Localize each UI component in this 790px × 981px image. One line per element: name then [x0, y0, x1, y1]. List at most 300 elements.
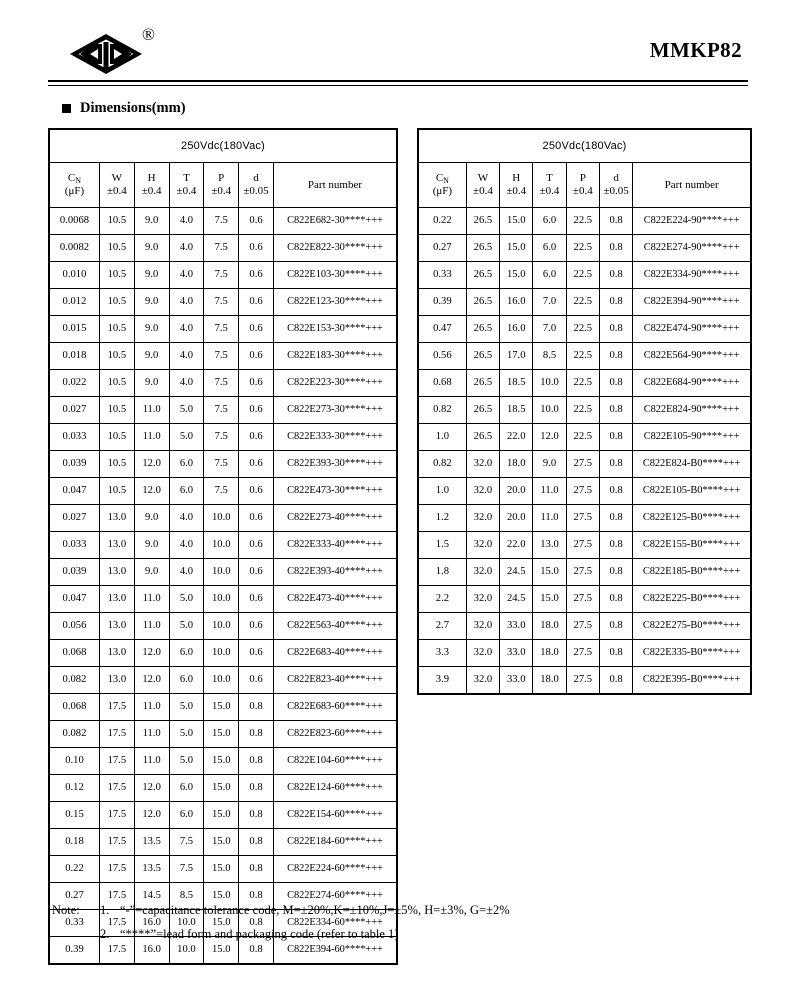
cell-w: 13.0	[99, 559, 134, 586]
table-row	[49, 640, 397, 667]
cell-part-number: C822E394-60****+++	[273, 937, 397, 965]
cell-w: 10.5	[99, 289, 134, 316]
cell-h: 14.5	[134, 883, 169, 910]
cell-part-number: C822E473-30****+++	[273, 478, 397, 505]
section-heading-label: Dimensions(mm)	[80, 100, 186, 116]
table-row	[418, 478, 751, 505]
cell-cn: 0.39	[418, 289, 466, 316]
cell-d: 0.6	[239, 262, 274, 289]
cell-h: 9.0	[134, 262, 169, 289]
cell-w: 26.5	[466, 397, 499, 424]
cell-d: 0.6	[239, 451, 274, 478]
cell-h: 9.0	[134, 343, 169, 370]
cell-d: 0.6	[239, 613, 274, 640]
cell-h: 9.0	[134, 505, 169, 532]
table-title: 250Vdc(180Vac)	[49, 129, 397, 163]
cell-t: 9.0	[533, 451, 566, 478]
cell-h: 12.0	[134, 478, 169, 505]
cell-t: 10.0	[169, 937, 204, 965]
cell-h: 16.0	[134, 937, 169, 965]
cell-part-number: C822E823-60****+++	[273, 721, 397, 748]
cell-d: 0.6	[239, 316, 274, 343]
cell-w: 10.5	[99, 478, 134, 505]
cell-part-number: C822E103-30****+++	[273, 262, 397, 289]
cell-part-number: C822E395-B0****+++	[633, 667, 751, 695]
table-row	[49, 451, 397, 478]
document-title: MMKP82	[649, 38, 742, 62]
cell-cn: 2.2	[418, 586, 466, 613]
cell-p: 7.5	[204, 208, 239, 235]
cell-w: 26.5	[466, 235, 499, 262]
cell-d: 0.6	[239, 370, 274, 397]
cell-part-number: C822E335-B0****+++	[633, 640, 751, 667]
column-header-part-number: Part number	[273, 163, 397, 208]
cell-h: 17.0	[500, 343, 533, 370]
cell-t: 8.5	[533, 343, 566, 370]
cell-cn: 1.2	[418, 505, 466, 532]
table-row	[49, 343, 397, 370]
cell-w: 10.5	[99, 424, 134, 451]
cell-d: 0.8	[239, 748, 274, 775]
cell-d: 0.8	[599, 370, 632, 397]
cell-w: 13.0	[99, 532, 134, 559]
cell-h: 12.0	[134, 775, 169, 802]
cell-w: 26.5	[466, 424, 499, 451]
dimensions-table-right	[417, 128, 752, 695]
cell-t: 5.0	[169, 586, 204, 613]
cell-p: 27.5	[566, 451, 599, 478]
cell-cn: 3.3	[418, 640, 466, 667]
cell-h: 9.0	[134, 370, 169, 397]
cell-part-number: C822E333-30****+++	[273, 424, 397, 451]
cell-p: 7.5	[204, 262, 239, 289]
cell-cn: 0.027	[49, 397, 99, 424]
cell-cn: 0.27	[418, 235, 466, 262]
cell-h: 15.0	[500, 262, 533, 289]
cell-p: 22.5	[566, 397, 599, 424]
cell-part-number: C822E683-40****+++	[273, 640, 397, 667]
cell-p: 27.5	[566, 640, 599, 667]
notes-label: Note:	[52, 903, 80, 917]
cell-cn: 0.033	[49, 532, 99, 559]
cell-d: 0.8	[239, 694, 274, 721]
cell-h: 20.0	[500, 478, 533, 505]
cell-d: 0.8	[599, 208, 632, 235]
table-row	[418, 559, 751, 586]
cell-part-number: C822E822-30****+++	[273, 235, 397, 262]
cell-w: 32.0	[466, 586, 499, 613]
cell-d: 0.6	[239, 478, 274, 505]
table-row	[418, 316, 751, 343]
cell-h: 11.0	[134, 424, 169, 451]
cell-cn: 0.068	[49, 640, 99, 667]
cell-t: 8.5	[169, 883, 204, 910]
cell-t: 5.0	[169, 721, 204, 748]
cell-h: 12.0	[134, 802, 169, 829]
cell-cn: 0.018	[49, 343, 99, 370]
cell-t: 18.0	[533, 667, 566, 695]
cell-cn: 0.047	[49, 586, 99, 613]
cell-w: 10.5	[99, 397, 134, 424]
cell-t: 12.0	[533, 424, 566, 451]
cell-h: 11.0	[134, 694, 169, 721]
cell-t: 4.0	[169, 235, 204, 262]
cell-w: 17.5	[99, 775, 134, 802]
cell-d: 0.8	[599, 559, 632, 586]
cell-cn: 0.56	[418, 343, 466, 370]
cell-p: 27.5	[566, 667, 599, 695]
table-row	[49, 397, 397, 424]
cell-part-number: C822E185-B0****+++	[633, 559, 751, 586]
cell-part-number: C822E224-60****+++	[273, 856, 397, 883]
cell-cn: 0.027	[49, 505, 99, 532]
cell-cn: 0.47	[418, 316, 466, 343]
table-row	[49, 667, 397, 694]
cell-p: 15.0	[204, 802, 239, 829]
table-row	[418, 613, 751, 640]
table-header-row	[49, 163, 397, 208]
cell-w: 26.5	[466, 262, 499, 289]
table-row	[418, 640, 751, 667]
cell-cn: 0.39	[49, 937, 99, 965]
column-header-p: P ±0.4	[204, 163, 239, 208]
cell-part-number: C822E274-90****+++	[633, 235, 751, 262]
cell-t: 10.0	[169, 910, 204, 937]
cell-w: 13.0	[99, 640, 134, 667]
column-header-t: T ±0.4	[169, 163, 204, 208]
cell-d: 0.8	[599, 478, 632, 505]
cell-cn: 0.33	[418, 262, 466, 289]
cell-p: 15.0	[204, 721, 239, 748]
cell-h: 11.0	[134, 721, 169, 748]
cell-cn: 0.12	[49, 775, 99, 802]
cell-p: 22.5	[566, 424, 599, 451]
cell-d: 0.6	[239, 532, 274, 559]
cell-p: 7.5	[204, 478, 239, 505]
cell-h: 24.5	[500, 559, 533, 586]
cell-t: 7.5	[169, 829, 204, 856]
cell-part-number: C822E393-30****+++	[273, 451, 397, 478]
table-row	[49, 532, 397, 559]
note-text: “****”=lead form and packaging code (refer to table 1)	[120, 927, 399, 942]
table-row	[49, 586, 397, 613]
cell-part-number: C822E473-40****+++	[273, 586, 397, 613]
cell-t: 15.0	[533, 559, 566, 586]
cell-cn: 0.15	[49, 802, 99, 829]
table-row	[418, 289, 751, 316]
cell-h: 22.0	[500, 424, 533, 451]
header-rule-thick	[48, 80, 748, 82]
table-row	[49, 559, 397, 586]
cell-p: 10.0	[204, 505, 239, 532]
cell-t: 7.5	[169, 856, 204, 883]
cell-w: 32.0	[466, 667, 499, 695]
cell-w: 32.0	[466, 532, 499, 559]
cell-part-number: C822E184-60****+++	[273, 829, 397, 856]
cell-t: 4.0	[169, 208, 204, 235]
table-row	[49, 505, 397, 532]
cell-p: 15.0	[204, 748, 239, 775]
cell-cn: 0.015	[49, 316, 99, 343]
cell-part-number: C822E823-40****+++	[273, 667, 397, 694]
cell-t: 4.0	[169, 532, 204, 559]
cell-part-number: C822E564-90****+++	[633, 343, 751, 370]
table-row	[418, 208, 751, 235]
cell-w: 13.0	[99, 613, 134, 640]
cell-d: 0.8	[599, 613, 632, 640]
table-row	[49, 208, 397, 235]
cell-w: 17.5	[99, 910, 134, 937]
cell-cn: 0.22	[49, 856, 99, 883]
cell-p: 22.5	[566, 289, 599, 316]
dimensions-table-left	[48, 128, 398, 965]
cell-part-number: C822E154-60****+++	[273, 802, 397, 829]
cell-d: 0.8	[599, 532, 632, 559]
cell-w: 17.5	[99, 856, 134, 883]
table-row	[49, 829, 397, 856]
cell-p: 7.5	[204, 235, 239, 262]
cell-d: 0.8	[239, 802, 274, 829]
cell-p: 10.0	[204, 532, 239, 559]
cell-p: 22.5	[566, 343, 599, 370]
cell-p: 15.0	[204, 829, 239, 856]
cell-t: 4.0	[169, 370, 204, 397]
cell-w: 10.5	[99, 343, 134, 370]
cell-p: 7.5	[204, 316, 239, 343]
cell-d: 0.6	[239, 640, 274, 667]
cell-cn: 0.33	[49, 910, 99, 937]
cell-cn: 3.9	[418, 667, 466, 695]
cell-t: 6.0	[533, 262, 566, 289]
cell-t: 6.0	[169, 451, 204, 478]
cell-w: 10.5	[99, 208, 134, 235]
cell-d: 0.8	[239, 721, 274, 748]
cell-d: 0.6	[239, 424, 274, 451]
cell-cn: 0.022	[49, 370, 99, 397]
cell-w: 26.5	[466, 343, 499, 370]
cell-h: 22.0	[500, 532, 533, 559]
cell-cn: 0.056	[49, 613, 99, 640]
cell-part-number: C822E334-90****+++	[633, 262, 751, 289]
cell-w: 32.0	[466, 640, 499, 667]
column-header-t: T ±0.4	[533, 163, 566, 208]
cell-w: 17.5	[99, 883, 134, 910]
column-header-d: d ±0.05	[239, 163, 274, 208]
cell-part-number: C822E224-90****+++	[633, 208, 751, 235]
cell-cn: 0.0082	[49, 235, 99, 262]
cell-t: 7.0	[533, 289, 566, 316]
cell-h: 11.0	[134, 586, 169, 613]
cell-part-number: C822E273-30****+++	[273, 397, 397, 424]
cell-t: 5.0	[169, 748, 204, 775]
cell-cn: 2.7	[418, 613, 466, 640]
table-row	[418, 532, 751, 559]
table-title-row	[49, 129, 397, 163]
cell-w: 10.5	[99, 262, 134, 289]
cell-t: 7.0	[533, 316, 566, 343]
table-row	[418, 370, 751, 397]
cell-part-number: C822E274-60****+++	[273, 883, 397, 910]
cell-d: 0.8	[599, 586, 632, 613]
cell-w: 32.0	[466, 505, 499, 532]
cell-p: 27.5	[566, 532, 599, 559]
bullet-square-icon	[62, 104, 71, 113]
cell-t: 11.0	[533, 478, 566, 505]
cell-d: 0.8	[599, 289, 632, 316]
cell-part-number: C822E824-B0****+++	[633, 451, 751, 478]
table-row	[49, 694, 397, 721]
cell-part-number: C822E563-40****+++	[273, 613, 397, 640]
cell-d: 0.8	[239, 883, 274, 910]
cell-w: 13.0	[99, 505, 134, 532]
cell-h: 20.0	[500, 505, 533, 532]
cell-h: 11.0	[134, 613, 169, 640]
cell-cn: 0.033	[49, 424, 99, 451]
registered-trademark-icon: ®	[142, 25, 155, 44]
cell-d: 0.6	[239, 235, 274, 262]
cell-d: 0.8	[599, 343, 632, 370]
cell-h: 16.0	[500, 289, 533, 316]
cell-cn: 0.068	[49, 694, 99, 721]
header-rule-thin	[48, 85, 748, 86]
cell-p: 15.0	[204, 910, 239, 937]
cell-part-number: C822E333-40****+++	[273, 532, 397, 559]
cell-cn: 0.27	[49, 883, 99, 910]
table-title: 250Vdc(180Vac)	[418, 129, 751, 163]
cell-part-number: C822E273-40****+++	[273, 505, 397, 532]
note-item	[52, 922, 752, 946]
cell-cn: 0.082	[49, 721, 99, 748]
cell-part-number: C822E225-B0****+++	[633, 586, 751, 613]
cell-part-number: C822E682-30****+++	[273, 208, 397, 235]
table-row	[49, 775, 397, 802]
cell-p: 10.0	[204, 613, 239, 640]
cell-w: 26.5	[466, 208, 499, 235]
table-row	[418, 667, 751, 695]
cell-cn: 0.22	[418, 208, 466, 235]
cell-h: 11.0	[134, 397, 169, 424]
cell-d: 0.8	[599, 505, 632, 532]
cell-cn: 0.039	[49, 451, 99, 478]
cell-t: 6.0	[533, 235, 566, 262]
table-row	[49, 289, 397, 316]
column-header-p: P ±0.4	[566, 163, 599, 208]
cell-cn: 1.0	[418, 424, 466, 451]
cell-p: 7.5	[204, 370, 239, 397]
cell-p: 15.0	[204, 775, 239, 802]
cell-p: 7.5	[204, 343, 239, 370]
cell-p: 10.0	[204, 667, 239, 694]
cell-h: 9.0	[134, 208, 169, 235]
table-header-row	[418, 163, 751, 208]
cell-t: 11.0	[533, 505, 566, 532]
cell-d: 0.8	[599, 262, 632, 289]
cell-w: 32.0	[466, 559, 499, 586]
cell-part-number: C822E123-30****+++	[273, 289, 397, 316]
cell-h: 15.0	[500, 235, 533, 262]
cell-h: 18.5	[500, 397, 533, 424]
cell-d: 0.8	[599, 235, 632, 262]
cell-w: 13.0	[99, 667, 134, 694]
cell-p: 7.5	[204, 289, 239, 316]
cell-t: 5.0	[169, 694, 204, 721]
cell-w: 32.0	[466, 478, 499, 505]
cell-d: 0.8	[599, 451, 632, 478]
cell-p: 27.5	[566, 505, 599, 532]
cell-t: 6.0	[169, 667, 204, 694]
cell-part-number: C822E393-40****+++	[273, 559, 397, 586]
table-row	[49, 262, 397, 289]
table-row	[418, 451, 751, 478]
cell-p: 7.5	[204, 397, 239, 424]
page-header	[0, 0, 790, 88]
cell-h: 9.0	[134, 289, 169, 316]
cell-d: 0.8	[239, 829, 274, 856]
cell-w: 10.5	[99, 451, 134, 478]
cell-cn: 0.012	[49, 289, 99, 316]
cell-w: 17.5	[99, 721, 134, 748]
note-text: “-”=capacitance tolerance code, M=±20%,K=±10%,J=±5%, H=±3%, G=±2%	[120, 903, 510, 917]
cell-cn: 0.82	[418, 397, 466, 424]
cell-p: 27.5	[566, 478, 599, 505]
cell-cn: 1.0	[418, 478, 466, 505]
column-header-d: d ±0.05	[599, 163, 632, 208]
cell-part-number: C822E684-90****+++	[633, 370, 751, 397]
cell-p: 27.5	[566, 559, 599, 586]
column-header-w: W ±0.4	[466, 163, 499, 208]
cell-cn: 1.8	[418, 559, 466, 586]
cell-part-number: C822E155-B0****+++	[633, 532, 751, 559]
cell-w: 17.5	[99, 802, 134, 829]
cell-cn: 0.82	[418, 451, 466, 478]
cell-cn: 0.039	[49, 559, 99, 586]
cell-h: 33.0	[500, 640, 533, 667]
cell-h: 33.0	[500, 667, 533, 695]
cell-p: 27.5	[566, 613, 599, 640]
cell-p: 10.0	[204, 640, 239, 667]
cell-h: 24.5	[500, 586, 533, 613]
cell-p: 7.5	[204, 424, 239, 451]
cell-h: 13.5	[134, 856, 169, 883]
cell-h: 9.0	[134, 559, 169, 586]
cell-d: 0.6	[239, 208, 274, 235]
cell-h: 16.0	[500, 316, 533, 343]
cell-t: 6.0	[169, 478, 204, 505]
cell-p: 22.5	[566, 370, 599, 397]
cell-d: 0.6	[239, 505, 274, 532]
table-row	[418, 262, 751, 289]
cell-p: 22.5	[566, 316, 599, 343]
cell-h: 11.0	[134, 748, 169, 775]
cell-part-number: C822E683-60****+++	[273, 694, 397, 721]
cell-t: 15.0	[533, 586, 566, 613]
cell-d: 0.6	[239, 667, 274, 694]
cell-w: 17.5	[99, 748, 134, 775]
column-header-w: W ±0.4	[99, 163, 134, 208]
cell-t: 10.0	[533, 370, 566, 397]
cell-h: 33.0	[500, 613, 533, 640]
cell-h: 9.0	[134, 316, 169, 343]
table-row	[418, 586, 751, 613]
cell-part-number: C822E105-B0****+++	[633, 478, 751, 505]
cell-cn: 1.5	[418, 532, 466, 559]
cell-t: 4.0	[169, 505, 204, 532]
cell-h: 18.5	[500, 370, 533, 397]
table-row	[418, 235, 751, 262]
cell-cn: 0.047	[49, 478, 99, 505]
table-row	[49, 316, 397, 343]
cell-p: 15.0	[204, 856, 239, 883]
